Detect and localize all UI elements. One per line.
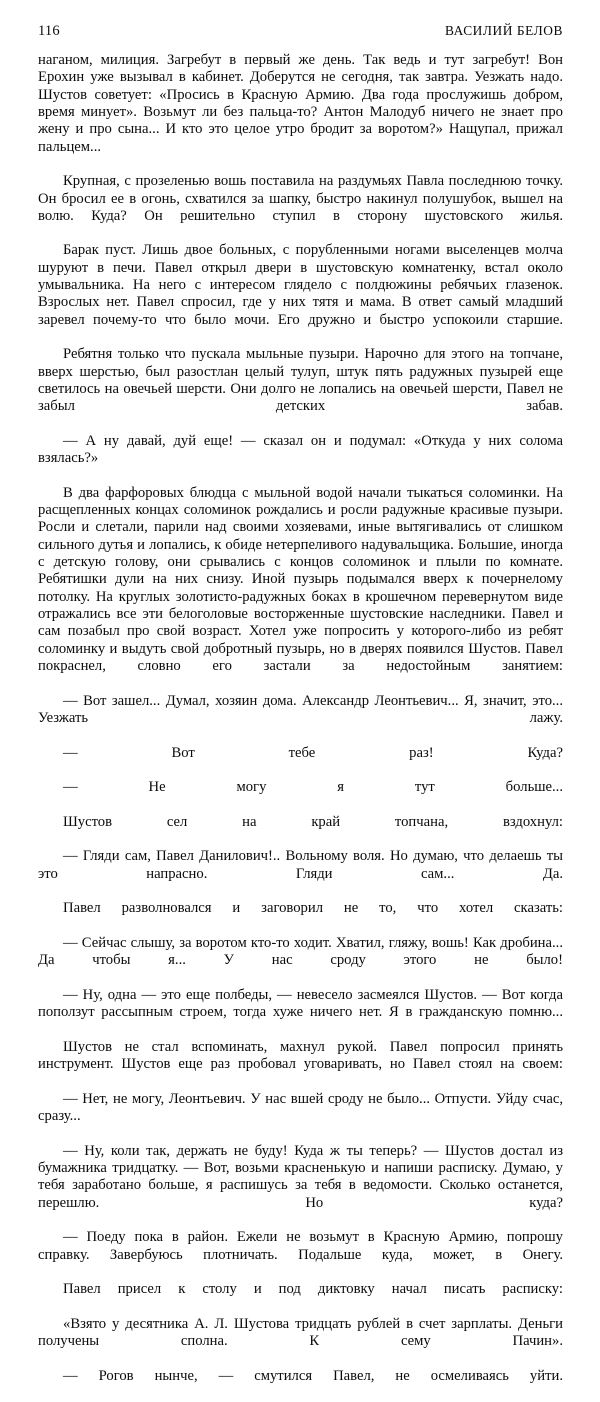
paragraph: Шустов сел на край топчана, вздохнул:	[63, 813, 563, 830]
paragraph: — Гляди сам, Павел Данилович!.. Вольному воля. Но думаю, что делаешь ты это напрасно. Гляди сам... Да.	[38, 848, 563, 882]
paragraph: — А ну давай, дуй еще! — сказал он и подумал: «Откуда у них солома взялась?»	[38, 432, 563, 467]
paragraph: — Сейчас слышу, за воротом кто-то ходит. Хватил, гляжу, вошь! Как дробина... Да чтобы я... У нас сроду этого не было!	[38, 934, 563, 969]
paragraph: — Нет, не могу, Леонтьевич. У нас вшей сроду не было... Отпусти. Уйду счас, сразу...	[38, 1090, 563, 1125]
paragraph: наганом, милиция. Загребут в первый же день. Так ведь и тут загребут! Вон Ерохин уже вызывал в кабинет. Доберутся не сегодня, так завтра. Уезжать надо. Шустов советует: «Просись в Красную Армию. Два года прослужишь добром, время минует». Возьмут ли без пальца-то? Антон Малодуб ничего не знает про жену и про сына... И кто это целое утро бродит за воротом?» Нащупал, прижал пальцем...	[38, 52, 563, 155]
page-number: 116	[38, 23, 60, 39]
running-head-title: ВАСИЛИЙ БЕЛОВ	[445, 23, 563, 38]
paragraph: Крупная, с прозеленью вошь поставила на раздумьях Павла последнюю точку. Он бросил ее в огонь, схватился за шапку, быстро накинул полушубок, вышел на волю. Куда? Он решительно ступил в сторону шустовского жилья.	[38, 173, 563, 224]
paragraph: «Взято у десятника А. Л. Шустова тридцать рублей в счет зарплаты. Деньги получены сполна. К сему Пачин».	[38, 1315, 563, 1350]
paragraph: — Вот зашел... Думал, хозяин дома. Александр Леонтьевич... Я, значит, это... Уезжать лажу.	[38, 692, 563, 726]
paragraph: Шустов не стал вспоминать, махнул рукой. Павел попросил принять инструмент. Шустов еще раз пробовал уговаривать, но Павел стоял на своем:	[38, 1038, 563, 1073]
paragraph: Ребятня только что пускала мыльные пузыри. Нарочно для этого на топчане, вверх шерстью, был разостлан целый тулуп, штук пять радужных пузырей еще светилось на овечьей шерсти. Они долго не лопались на овечьей шерсти, Павел не забыл детских забав.	[38, 346, 563, 415]
paragraph: В два фарфоровых блюдца с мыльной водой начали тыкаться соломинки. На расщепленных концах соломинок рождались и росли радужные красивые пузыри. Росли и слетали, парили над своими хозяевами, иные вытягивались от слишком сильного дутья и лопались, к обиде нетерпеливого надувальщика. Большие, иногда с детскую голову, они срывались с концов соломинок и плыли по комнате. Ребятишки дули на них снизу. Иной пузырь подымался вверх к почернелому потолку. На круглых золотисто-радужных боках в крошечном перевернутом виде отражались все эти белоголовые восторженные шустовские наследники. Павел и сам позабыл про свой возраст. Хотел уже попросить у которого-либо из ребят соломинку и выдуть свой добротный пузырь, но в дверях появился Шустов. Павел покраснел, словно его застали за недостойным занятием:	[38, 484, 563, 674]
paragraph: — Вот тебе раз! Куда?	[63, 744, 563, 761]
paragraph: Павел разволновался и заговорил не то, что хотел сказать:	[63, 900, 563, 917]
paragraph: — Ну, одна — это еще полбеды, — невесело засмеялся Шустов. — Вот когда поползут рассыпным строем, тогда хуже ничего нет. Я в гражданскую помню...	[38, 986, 563, 1021]
paragraph: Барак пуст. Лишь двое больных, с порубленными ногами выселенцев молча шуруют в печи. Павел открыл двери в шустовскую комнатенку, встал около умывальника. На него с интересом глядело с полдюжины ребячьих глазенок. Взрослых нет. Павел спросил, где у них тятя и мама. В ответ самый младший заревел почему-то что было мочи. Его дружно и быстро успокоили старшие.	[38, 242, 563, 328]
paragraph: — Рогов нынче, — смутился Павел, не осмеливаясь уйти.	[63, 1367, 563, 1384]
paragraph: Павел присел к столу и под диктовку начал писать расписку:	[63, 1281, 563, 1298]
paragraph: — Поеду пока в район. Ежели не возьмут в Красную Армию, попрошу справку. Завербуюсь плотничать. Подальше куда, может, в Онегу.	[38, 1229, 563, 1263]
paragraph: — Не могу я тут больше...	[63, 779, 563, 796]
body-text	[38, 52, 563, 1402]
running-head	[38, 24, 563, 42]
paragraph: — Ну, коли так, держать не буду! Куда ж ты теперь? — Шустов достал из бумажника тридцатку. — Вот, возьми красненькую и напиши расписку. Думаю, у тебя заработано больше, я распишусь за тебя в ведомости. Сколько останется, перешлю. Но куда?	[38, 1142, 563, 1211]
